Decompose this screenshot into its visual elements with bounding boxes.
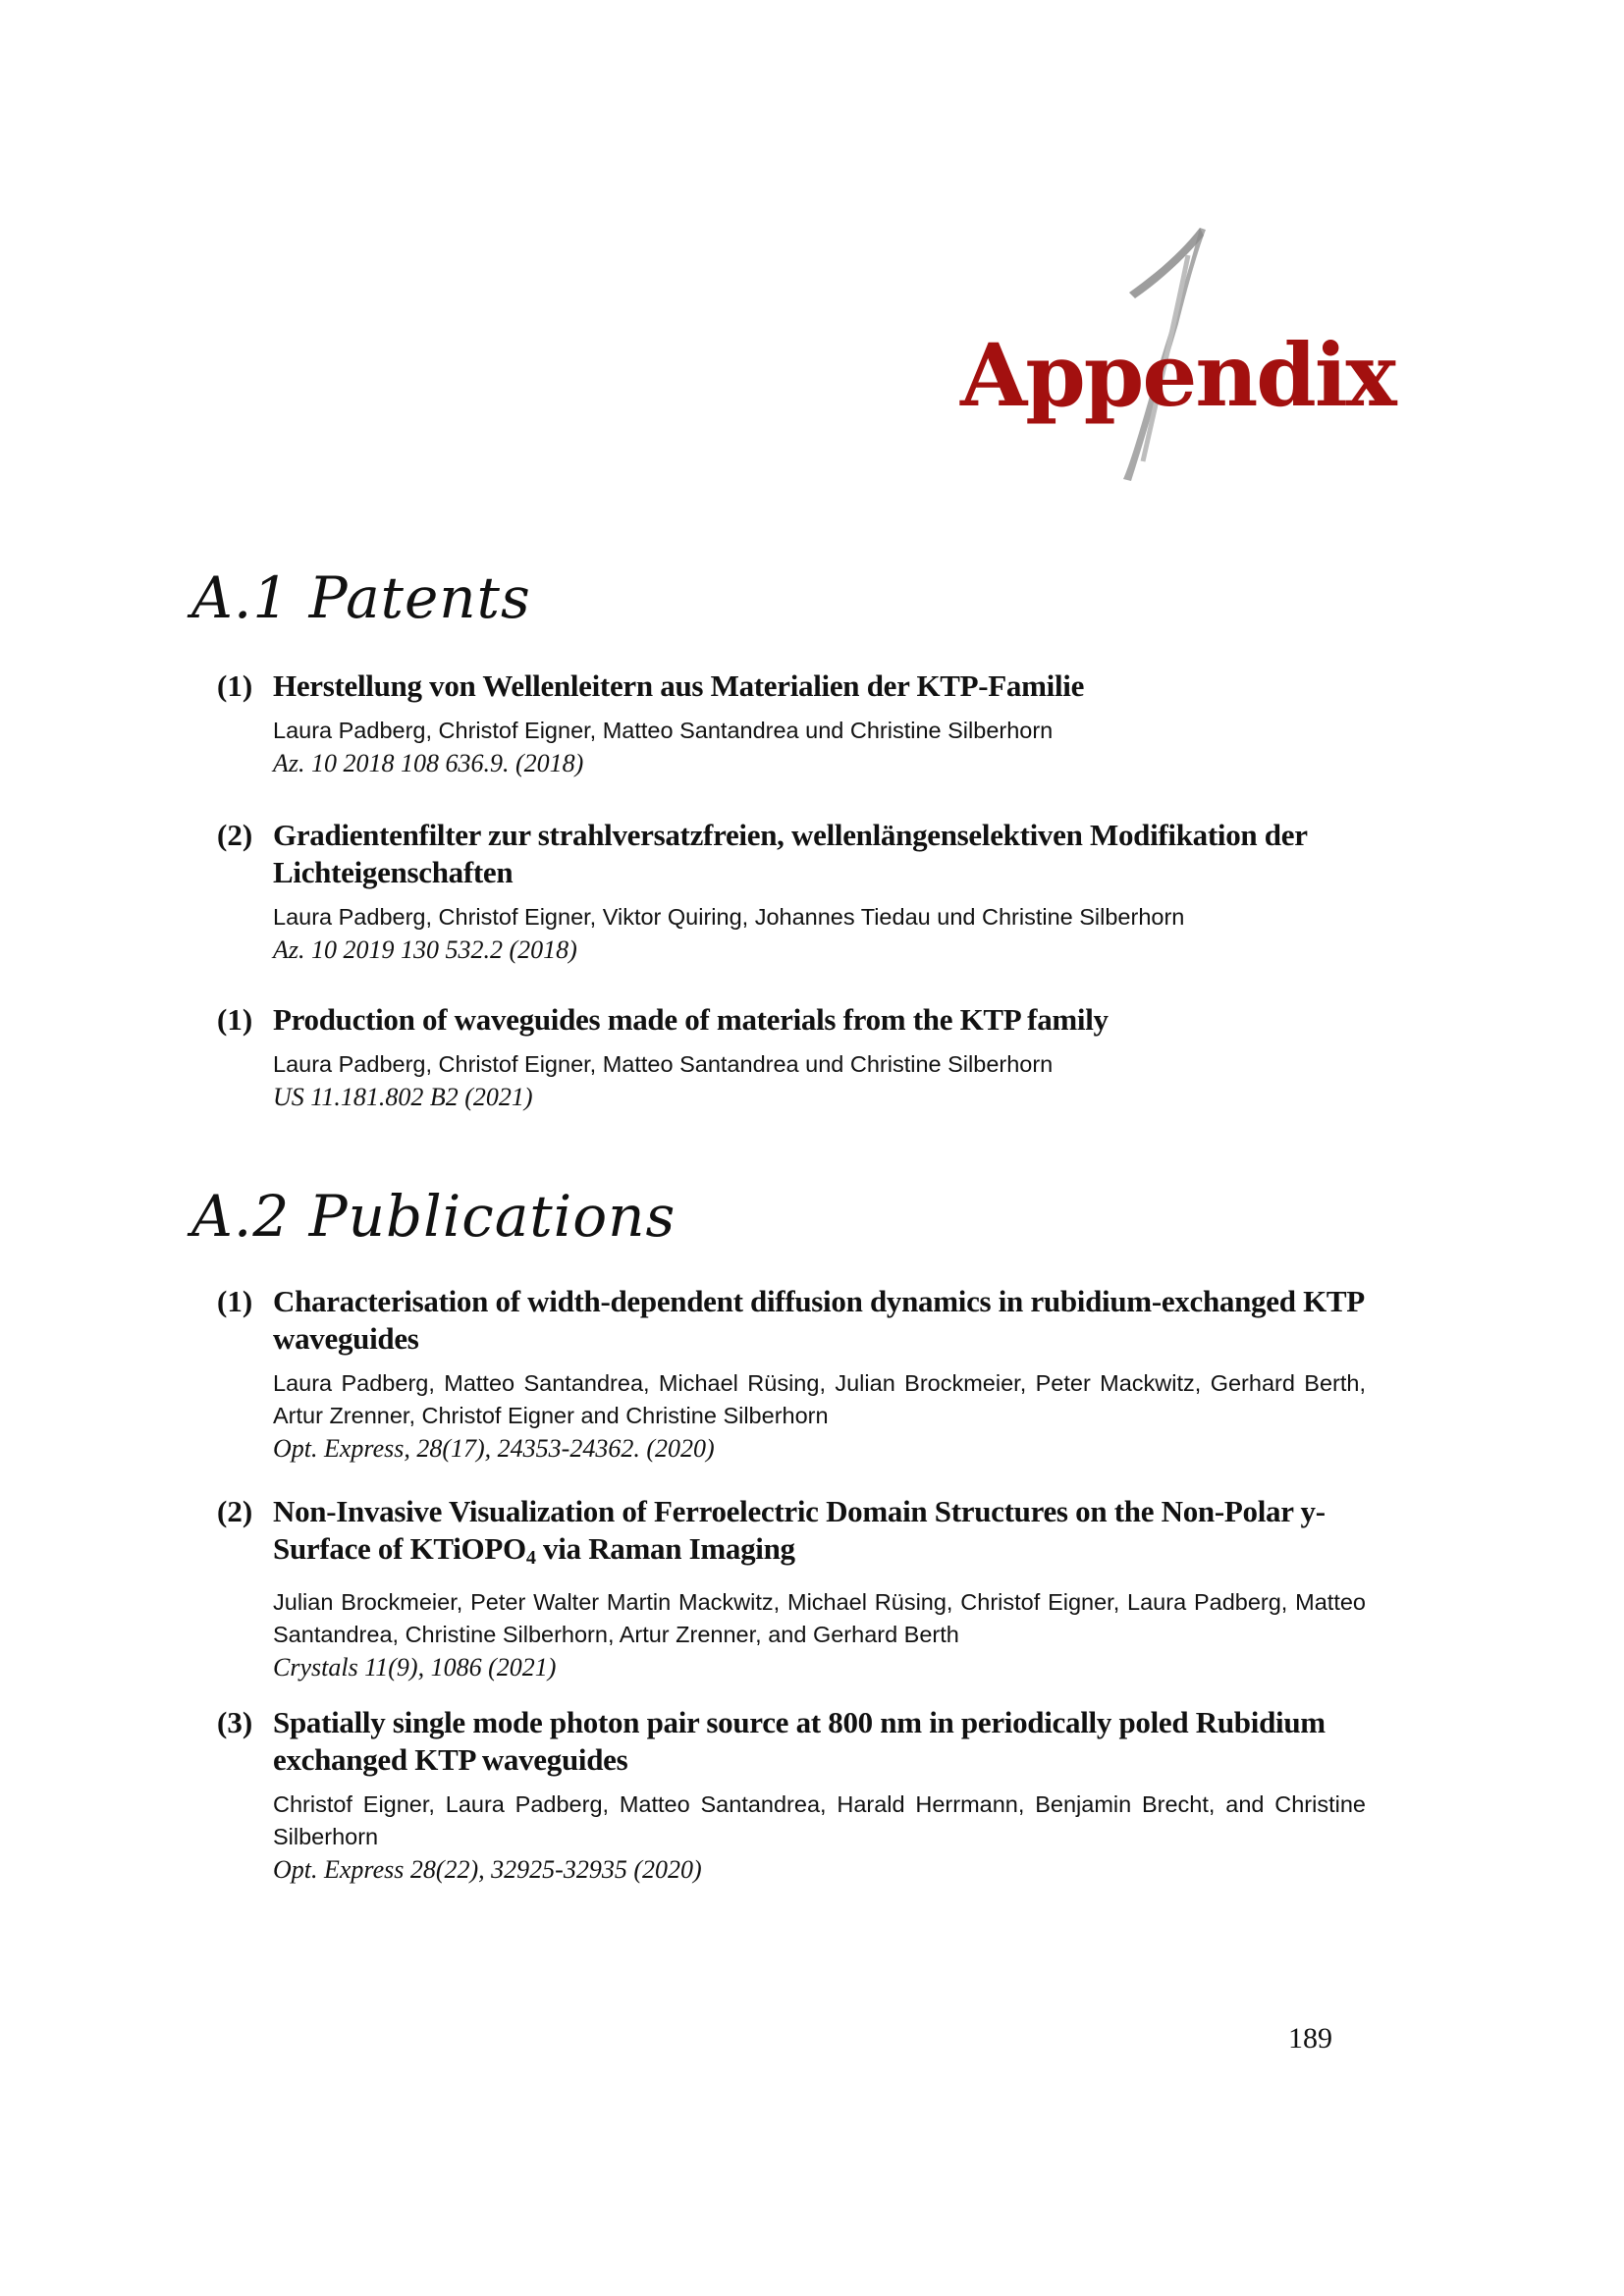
chapter-heading — [943, 216, 1395, 491]
page-number: 189 — [1288, 2022, 1332, 2055]
chapter-title: Appendix — [960, 324, 1395, 426]
item-reference: Opt. Express, 28(17), 24353-24362. (2020) — [273, 1434, 715, 1463]
publication-item — [217, 1704, 1366, 1886]
item-title: Spatially single mode photon pair source at 800 nm in periodically poled Rubidium exchanged KTP waveguides — [273, 1705, 1326, 1777]
item-number: (2) — [217, 818, 253, 852]
item-reference: Az. 10 2018 108 636.9. (2018) — [273, 749, 584, 777]
item-authors: Christof Eigner, Laura Padberg, Matteo Santandrea, Harald Herrmann, Benjamin Brecht, and Christine Silberhorn — [273, 1791, 1366, 1849]
item-number: (1) — [217, 1002, 253, 1037]
item-reference: Crystals 11(9), 1086 (2021) — [273, 1653, 557, 1682]
item-title-text: Non-Invasive Visualization of Ferroelectric Domain Structures on the Non-Polar y-Surface of KTiOPO — [273, 1494, 1326, 1566]
item-authors: Laura Padberg, Christof Eigner, Matteo Santandrea und Christine Silberhorn — [273, 718, 1054, 743]
item-authors: Laura Padberg, Matteo Santandrea, Michael Rüsing, Julian Brockmeier, Peter Mackwitz, Gerhard Berth, Artur Zrenner, Christof Eigner and Christine Silberhorn — [273, 1370, 1366, 1428]
item-title-text: via Raman Imaging — [535, 1531, 795, 1566]
item-title-subscript: 4 — [525, 1547, 536, 1570]
item-authors: Laura Padberg, Christof Eigner, Matteo Santandrea und Christine Silberhorn — [273, 1051, 1054, 1077]
section-heading-publications: A.2 Publications — [191, 1183, 677, 1250]
item-authors: Laura Padberg, Christof Eigner, Viktor Quiring, Johannes Tiedau und Christine Silberhorn — [273, 904, 1185, 930]
item-title: Production of waveguides made of materials from the KTP family — [273, 1002, 1109, 1037]
section-heading-patents: A.1 Patents — [191, 564, 531, 631]
patent-item — [217, 1001, 1366, 1113]
item-reference: US 11.181.802 B2 (2021) — [273, 1083, 533, 1111]
item-title: Herstellung von Wellenleitern aus Materialien der KTP-Familie — [273, 668, 1085, 703]
patent-item — [217, 817, 1366, 966]
item-title: Gradientenfilter zur strahlversatzfreien, wellenlängenselektiven Modifikation der Lichteigenschaften — [273, 818, 1308, 889]
item-reference: Az. 10 2019 130 532.2 (2018) — [273, 935, 577, 964]
publication-item — [217, 1283, 1366, 1465]
item-title — [273, 1493, 1366, 1576]
item-reference: Opt. Express 28(22), 32925-32935 (2020) — [273, 1855, 702, 1884]
publication-item — [217, 1493, 1366, 1683]
item-number: (2) — [217, 1494, 253, 1528]
patent-item — [217, 667, 1366, 779]
item-number: (1) — [217, 668, 253, 703]
item-number: (1) — [217, 1284, 253, 1318]
item-title: Characterisation of width-dependent diffusion dynamics in rubidium-exchanged KTP waveguides — [273, 1284, 1364, 1356]
item-number: (3) — [217, 1705, 253, 1739]
item-authors: Julian Brockmeier, Peter Walter Martin Mackwitz, Michael Rüsing, Christof Eigner, Laura Padberg, Matteo Santandrea, Christine Silberhorn, Artur Zrenner, and Gerhard Berth — [273, 1589, 1366, 1648]
